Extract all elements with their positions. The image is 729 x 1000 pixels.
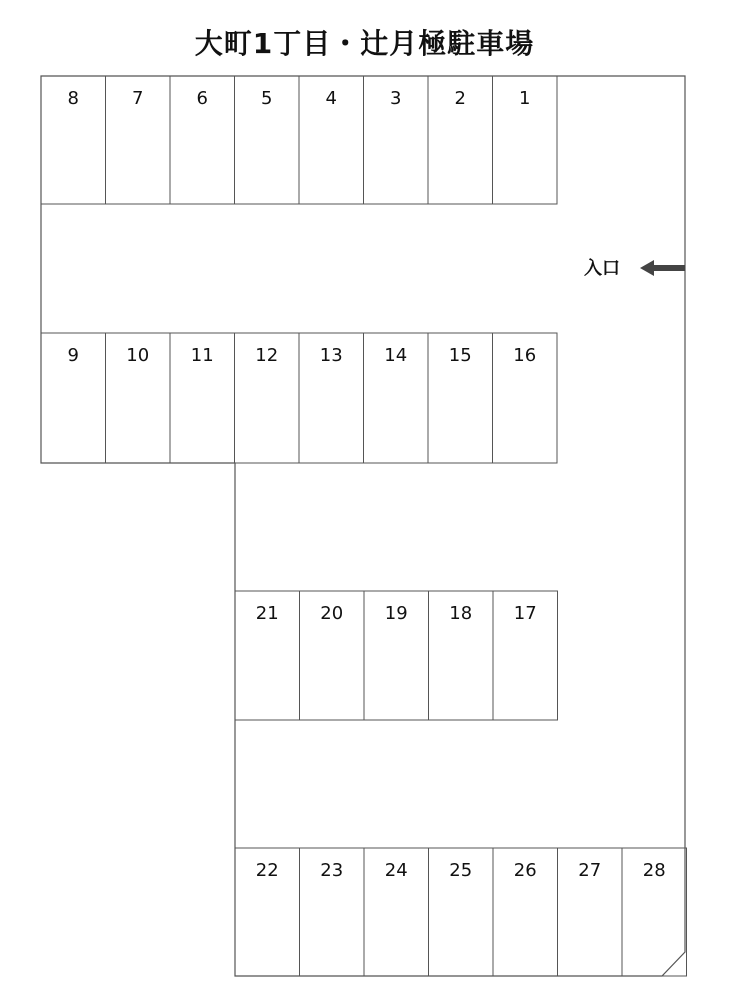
- page-title: 大町1丁目・辻月極駐車場: [194, 27, 535, 60]
- stall-number: 1: [519, 88, 531, 109]
- stall-number: 6: [196, 88, 208, 109]
- stall-number: 10: [126, 345, 150, 366]
- stall-number: 4: [325, 88, 337, 109]
- stall-number: 9: [67, 345, 79, 366]
- stall-number: 20: [320, 603, 344, 624]
- entrance-label: 入口: [584, 258, 620, 279]
- stall-number: 19: [384, 603, 408, 624]
- stall-number: 23: [320, 860, 344, 881]
- entrance: [584, 257, 685, 279]
- stall-number: 26: [513, 860, 537, 881]
- stall-number: 15: [448, 345, 472, 366]
- stall-number: 16: [513, 345, 537, 366]
- stall-number: 28: [642, 860, 666, 881]
- stall-number: 21: [255, 603, 279, 624]
- stall-number: 27: [578, 860, 602, 881]
- stall-number: 14: [384, 345, 408, 366]
- stall-number: 17: [513, 603, 537, 624]
- stall-number: 25: [449, 860, 473, 881]
- stall-number: 22: [255, 860, 279, 881]
- stall-number: 3: [390, 88, 402, 109]
- stall-grid: [41, 76, 687, 976]
- stall-number: 24: [384, 860, 408, 881]
- stall-number: 5: [261, 88, 273, 109]
- stall-number: 11: [190, 345, 214, 366]
- stall-number: 8: [67, 88, 79, 109]
- stall-number: 13: [319, 345, 343, 366]
- stall-number: 2: [454, 88, 466, 109]
- lot-boundary: [41, 76, 685, 976]
- stall-number: 12: [255, 345, 279, 366]
- stall-number: 7: [132, 88, 144, 109]
- arrow-left-icon: [640, 260, 685, 276]
- stall-number: 18: [449, 603, 473, 624]
